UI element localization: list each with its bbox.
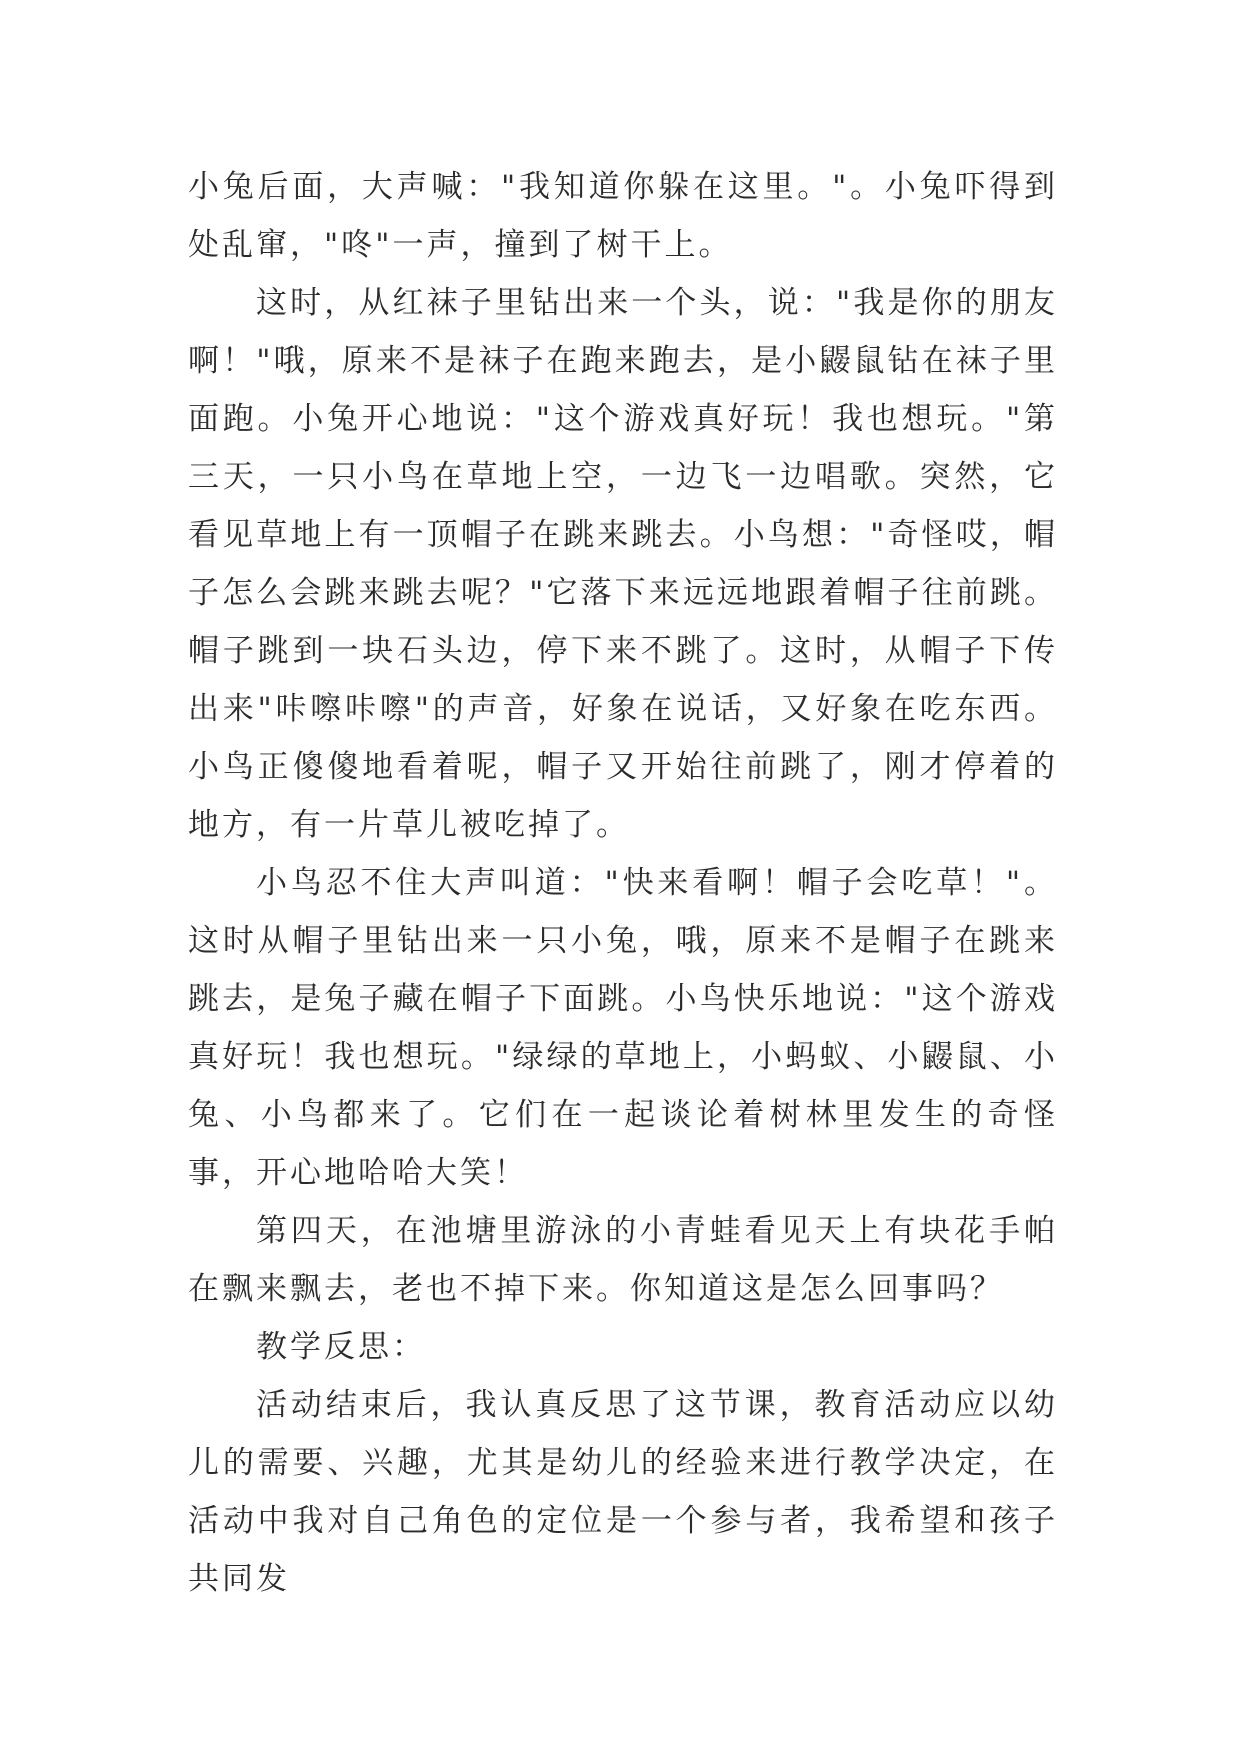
paragraph: 第四天，在池塘里游泳的小青蛙看见天上有块花手帕在飘来飘去，老也不掉下来。你知道这是怎么回事吗？ [188,1213,1058,1307]
paragraph: 这时，从红袜子里钻出来一个头，说："我是你的朋友啊！"哦，原来不是袜子在跑来跑去，是小鼹鼠钻在袜子里面跑。小兔开心地说："这个游戏真好玩！我也想玩。"第三天，一只小鸟在草地上空，一边飞一边唱歌。突然，它看见草地上有一顶帽子在跳来跳去。小鸟想："奇怪哎，帽子怎么会跳来跳去呢？"它落下来远远地跟着帽子往前跳。帽子跳到一块石头边，停下来不跳了。这时，从帽子下传出来"咔嚓咔嚓"的声音，好象在说话，又好象在吃东西。小鸟正傻傻地看着呢，帽子又开始往前跳了，刚才停着的地方，有一片草儿被吃掉了。 [188,285,1058,843]
paragraph: 小鸟忍不住大声叫道："快来看啊！帽子会吃草！"。这时从帽子里钻出来一只小兔，哦，原来不是帽子在跳来跳去，是兔子藏在帽子下面跳。小鸟快乐地说："这个游戏真好玩！我也想玩。"绿绿的草地上，小蚂蚁、小鼹鼠、小兔、小鸟都来了。它们在一起谈论着树林里发生的奇怪事，开心地哈哈大笑！ [188,865,1058,1191]
body-text [188,158,1058,1608]
section-heading: 教学反思： [256,1329,426,1365]
paragraph: 活动结束后，我认真反思了这节课，教育活动应以幼儿的需要、兴趣，尤其是幼儿的经验来进行教学决定，在活动中我对自己角色的定位是一个参与者，我希望和孩子共同发 [188,1387,1058,1597]
paragraph: 小兔后面，大声喊："我知道你躲在这里。"。小兔吓得到处乱窜，"咚"一声，撞到了树干上。 [188,169,1058,263]
